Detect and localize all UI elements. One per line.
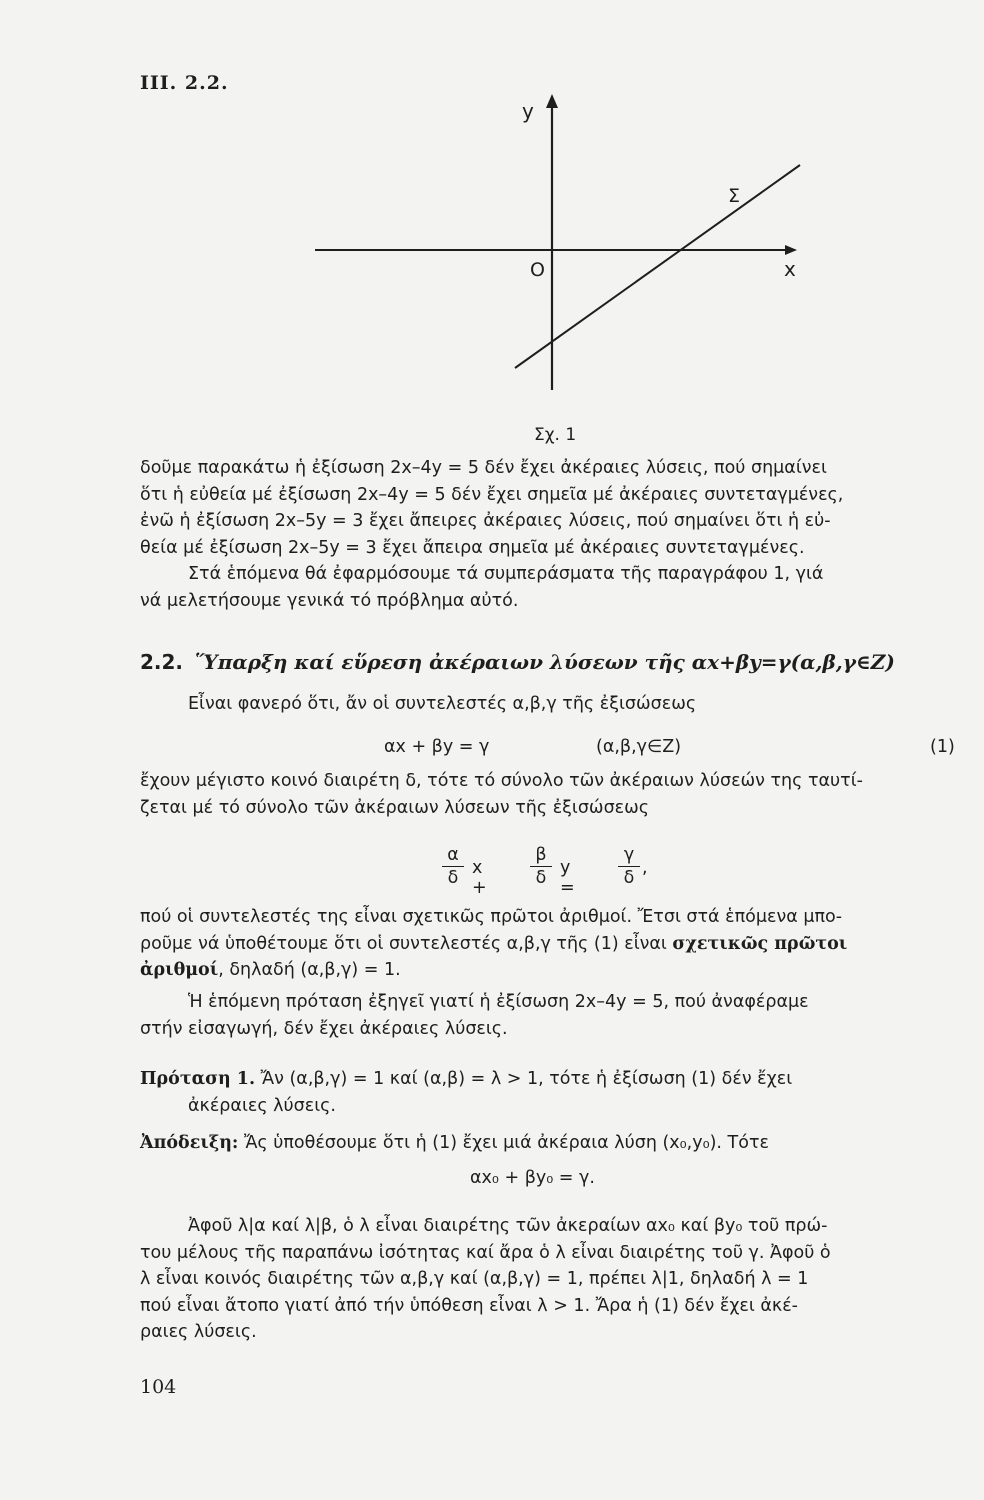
text-line (140, 931, 972, 958)
text-line: ζεται μέ τό σύνολο τῶν ἀκέραιων λύσεων τῆς ἐξισώσεως (140, 797, 650, 818)
fraction-alpha-delta (442, 844, 464, 889)
line-label: Σ (728, 185, 741, 207)
denominator: δ (447, 868, 459, 888)
fraction-term: y = (560, 858, 575, 898)
text-span: , δηλαδή (α,β,γ) = 1. (218, 960, 401, 980)
paragraph-4 (140, 768, 972, 821)
numerator: γ (618, 844, 640, 867)
text-line: στήν εἰσαγωγή, δέν ἔχει ἀκέραιες λύσεις. (140, 1018, 508, 1039)
text-line: ἀκέραιες λύσεις. (188, 1095, 336, 1116)
denominator: δ (623, 868, 635, 888)
fraction-term: x + (472, 858, 487, 898)
paragraph-3 (140, 691, 984, 718)
x-axis-label: x (784, 257, 796, 281)
section-title: Ὕπαρξη καί εὕρεση ἀκέραιων λύσεων τῆς αx+βy=γ(α,β,γ∈Z) (195, 650, 895, 674)
page-number: 104 (140, 1376, 177, 1398)
text-line (140, 1130, 972, 1157)
line-sigma (515, 165, 800, 368)
text-line: του μέλους τῆς παραπάνω ἰσότητας καί ἄρα ὁ λ εἶναι διαιρέτης τοῦ γ. Ἀφοῦ ὁ (140, 1242, 831, 1263)
y-axis-label: y (522, 99, 534, 123)
denominator: δ (535, 868, 547, 888)
text-span: Ἄν (α,β,γ) = 1 καί (α,β) = λ > 1, τότε ἡ ἐξίσωση (1) δέν ἔχει (260, 1069, 793, 1089)
text-line: ραιες λύσεις. (140, 1322, 257, 1342)
text-line: Ἀφοῦ λ|α καί λ|β, ὁ λ εἶναι διαιρέτης τῶν ἀκεραίων αx₀ καί βy₀ τοῦ πρώ- (188, 1216, 828, 1236)
proof-equation: αx₀ + βy₀ = γ. (470, 1168, 595, 1188)
equation-1-lhs: αx + βy = γ (384, 737, 490, 757)
fraction-gamma-delta (618, 844, 640, 889)
text-line: ἔχουν μέγιστο κοινό διαιρέτη δ, τότε τό σύνολο τῶν ἀκέραιων λύσεών της ταυτί- (140, 771, 863, 791)
origin-label: O (530, 259, 545, 281)
numerator: β (530, 844, 552, 867)
text-line: ἐνῶ ἡ ἐξίσωση 2x–5y = 3 ἔχει ἄπειρες ἀκέραιες λύσεις, πού σημαίνει ὅτι ἡ εὐ- (140, 511, 831, 531)
y-axis-arrow (546, 94, 558, 108)
bold-text: σχετικῶς πρῶτοι (672, 933, 848, 954)
paragraph-6 (140, 989, 972, 1042)
numerator: α (442, 844, 464, 867)
equation-1-condition: (α,β,γ∈Z) (596, 737, 682, 757)
proof-label: Ἀπόδειξη: (140, 1133, 239, 1153)
text-line: Εἶναι φανερό ὅτι, ἄν οἱ συντελεστές α,β,γ τῆς ἐξισώσεως (188, 694, 697, 714)
proof-body (140, 1213, 972, 1346)
proposition-1 (140, 1066, 972, 1119)
section-reference: III. 2.2. (140, 72, 229, 94)
text-line (140, 1066, 972, 1093)
x-axis-arrow (785, 245, 797, 255)
proposition-label: Πρόταση 1. (140, 1069, 256, 1089)
text-line: δοῦμε παρακάτω ἡ ἐξίσωση 2x–4y = 5 δέν ἔχει ἀκέραιες λύσεις, πού σημαίνει (140, 458, 827, 478)
text-line: Στά ἑπόμενα θά ἐφαρμόσουμε τά συμπεράσματα τῆς παραγράφου 1, γιά (188, 564, 824, 584)
paragraph-5 (140, 904, 972, 984)
text-span: ροῦμε νά ὑποθέτουμε ὅτι οἱ συντελεστές α,β,γ τῆς (1) εἶναι (140, 933, 673, 954)
text-line (140, 957, 972, 984)
figure-axes-line (300, 90, 820, 400)
section-heading (140, 650, 895, 674)
text-line: Ἡ ἑπόμενη πρόταση ἐξηγεῖ γιατί ἡ ἐξίσωση 2x–4y = 5, πού ἀναφέραμε (188, 992, 809, 1012)
figure-caption: Σχ. 1 (534, 425, 577, 445)
fraction-term: , (642, 858, 648, 878)
section-number: 2.2. (140, 650, 184, 674)
text-line: λ εἶναι κοινός διαιρέτης τῶν α,β,γ καί (α,β,γ) = 1, πρέπει λ|1, δηλαδή λ = 1 (140, 1269, 809, 1289)
paragraph-intro (140, 455, 972, 614)
fraction-beta-delta (530, 844, 552, 889)
text-line: πού εἶναι ἄτοπο γιατί ἀπό τήν ὑπόθεση εἶναι λ > 1. Ἄρα ἡ (1) δέν ἔχει ἀκέ- (140, 1295, 799, 1316)
text-line: νά μελετήσουμε γενικά τό πρόβλημα αὐτό. (140, 590, 519, 611)
text-line: πού οἱ συντελεστές της εἶναι σχετικῶς πρῶτοι ἀριθμοί. Ἔτσι στά ἑπόμενα μπο- (140, 907, 843, 927)
text-span: Ἄς ὑποθέσουμε ὅτι ἡ (1) ἔχει μιά ἀκέραια λύση (x₀,y₀). Τότε (243, 1133, 769, 1153)
bold-text: ἀριθμοί (140, 960, 219, 980)
text-line: θεία μέ ἐξίσωση 2x–5y = 3 ἔχει ἄπειρα σημεῖα μέ ἀκέραιες συντεταγμένες. (140, 537, 805, 558)
equation-1-tag: (1) (930, 737, 955, 757)
proof-intro (140, 1130, 972, 1157)
text-line: ὅτι ἡ εὐθεία μέ ἐξίσωση 2x–4y = 5 δέν ἔχει σημεῖα μέ ἀκέραιες συντεταγμένες, (140, 484, 844, 505)
